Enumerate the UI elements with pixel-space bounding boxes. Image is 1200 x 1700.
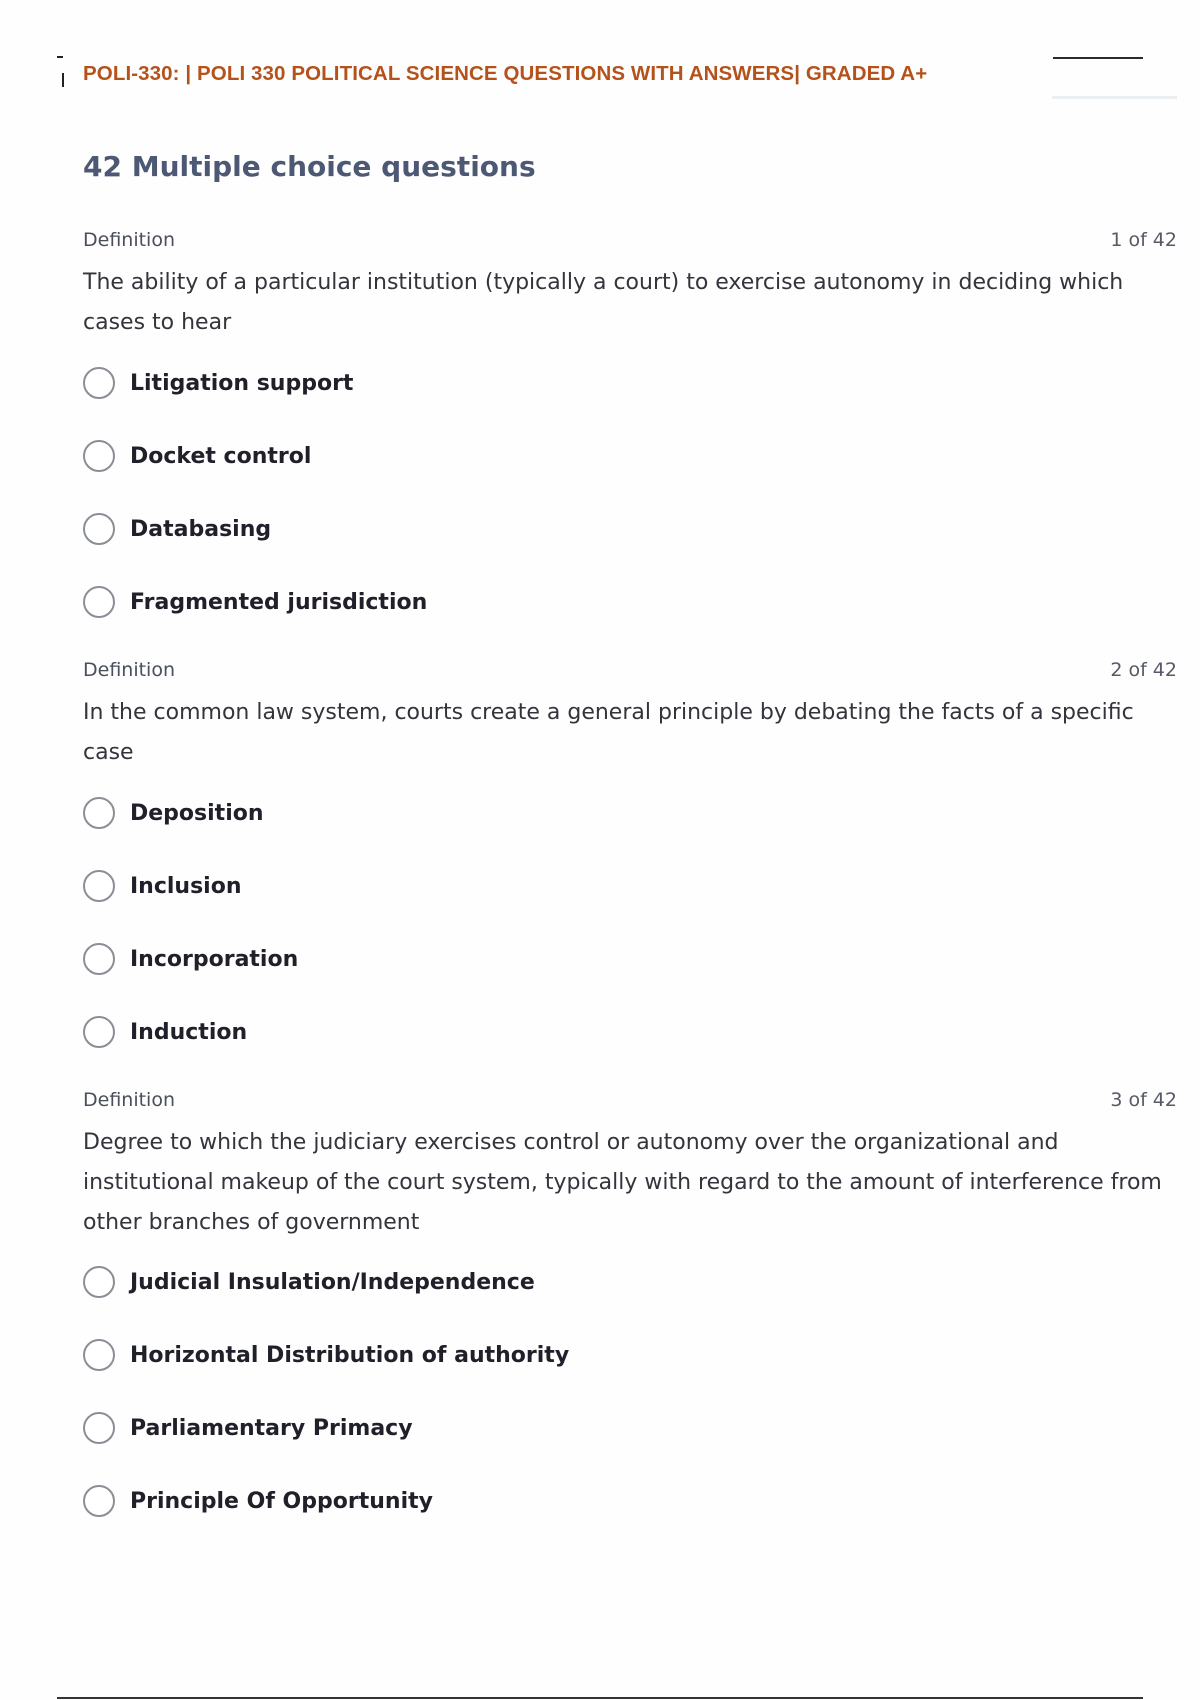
answer-option[interactable] xyxy=(83,363,353,403)
answer-option-label: Fragmented jurisdiction xyxy=(130,589,428,615)
question-counter: 2 of 42 xyxy=(1110,659,1177,681)
radio-button[interactable] xyxy=(83,1266,115,1298)
answer-option[interactable] xyxy=(83,1012,247,1052)
question-text: In the common law system, courts create a general principle by debating the facts of a specific case xyxy=(83,700,1134,765)
radio-button[interactable] xyxy=(83,1016,115,1048)
question-text: Degree to which the judiciary exercises control or autonomy over the organizational and institutional makeup of the court system, typically with regard to the amount of interference from other branches of government xyxy=(83,1130,1162,1235)
radio-button[interactable] xyxy=(83,440,115,472)
answer-option[interactable] xyxy=(83,939,298,979)
radio-button[interactable] xyxy=(83,1339,115,1371)
answer-option-label: Parliamentary Primacy xyxy=(130,1415,413,1441)
answer-option[interactable] xyxy=(83,1408,413,1448)
answer-option-label: Induction xyxy=(130,1019,248,1045)
answer-option[interactable] xyxy=(83,509,271,549)
answer-option[interactable] xyxy=(83,1481,433,1521)
question-counter: 3 of 42 xyxy=(1110,1089,1177,1111)
radio-button[interactable] xyxy=(83,870,115,902)
answer-option[interactable] xyxy=(83,1262,535,1302)
question-counter: 1 of 42 xyxy=(1110,229,1177,251)
footer-rule xyxy=(57,1697,1143,1699)
radio-button[interactable] xyxy=(83,367,115,399)
radio-button[interactable] xyxy=(83,1485,115,1517)
question-type-label: Definition xyxy=(83,659,176,681)
answer-option-label: Horizontal Distribution of authority xyxy=(130,1342,570,1368)
answer-option-label: Deposition xyxy=(130,800,264,826)
section-heading: 42 Multiple choice questions xyxy=(83,150,536,183)
document-title: POLI-330: | POLI 330 POLITICAL SCIENCE QUESTIONS WITH ANSWERS| GRADED A+ xyxy=(83,62,928,85)
answer-option[interactable] xyxy=(83,582,427,622)
answer-option[interactable] xyxy=(83,1335,569,1375)
radio-button[interactable] xyxy=(83,513,115,545)
answer-option-label: Docket control xyxy=(130,443,312,469)
header-rule-light xyxy=(1052,96,1177,99)
radio-button[interactable] xyxy=(83,797,115,829)
question-type-label: Definition xyxy=(83,229,176,251)
answer-option-label: Inclusion xyxy=(130,873,242,899)
answer-option[interactable] xyxy=(83,866,242,906)
answer-option-label: Litigation support xyxy=(130,370,354,396)
answer-option-label: Databasing xyxy=(130,516,272,542)
question-type-label: Definition xyxy=(83,1089,176,1111)
answer-option-label: Incorporation xyxy=(130,946,299,972)
header-rule xyxy=(1053,57,1143,59)
radio-button[interactable] xyxy=(83,943,115,975)
answer-option-label: Judicial Insulation/Independence xyxy=(130,1269,535,1295)
answer-option[interactable] xyxy=(83,793,264,833)
question-text: The ability of a particular institution (typically a court) to exercise autonomy in deciding which cases to hear xyxy=(83,270,1124,335)
radio-button[interactable] xyxy=(83,1412,115,1444)
answer-option-label: Principle Of Opportunity xyxy=(130,1488,433,1514)
header-tick-mark xyxy=(57,56,63,58)
radio-button[interactable] xyxy=(83,586,115,618)
answer-option[interactable] xyxy=(83,436,311,476)
header-vertical-bar xyxy=(62,73,64,87)
